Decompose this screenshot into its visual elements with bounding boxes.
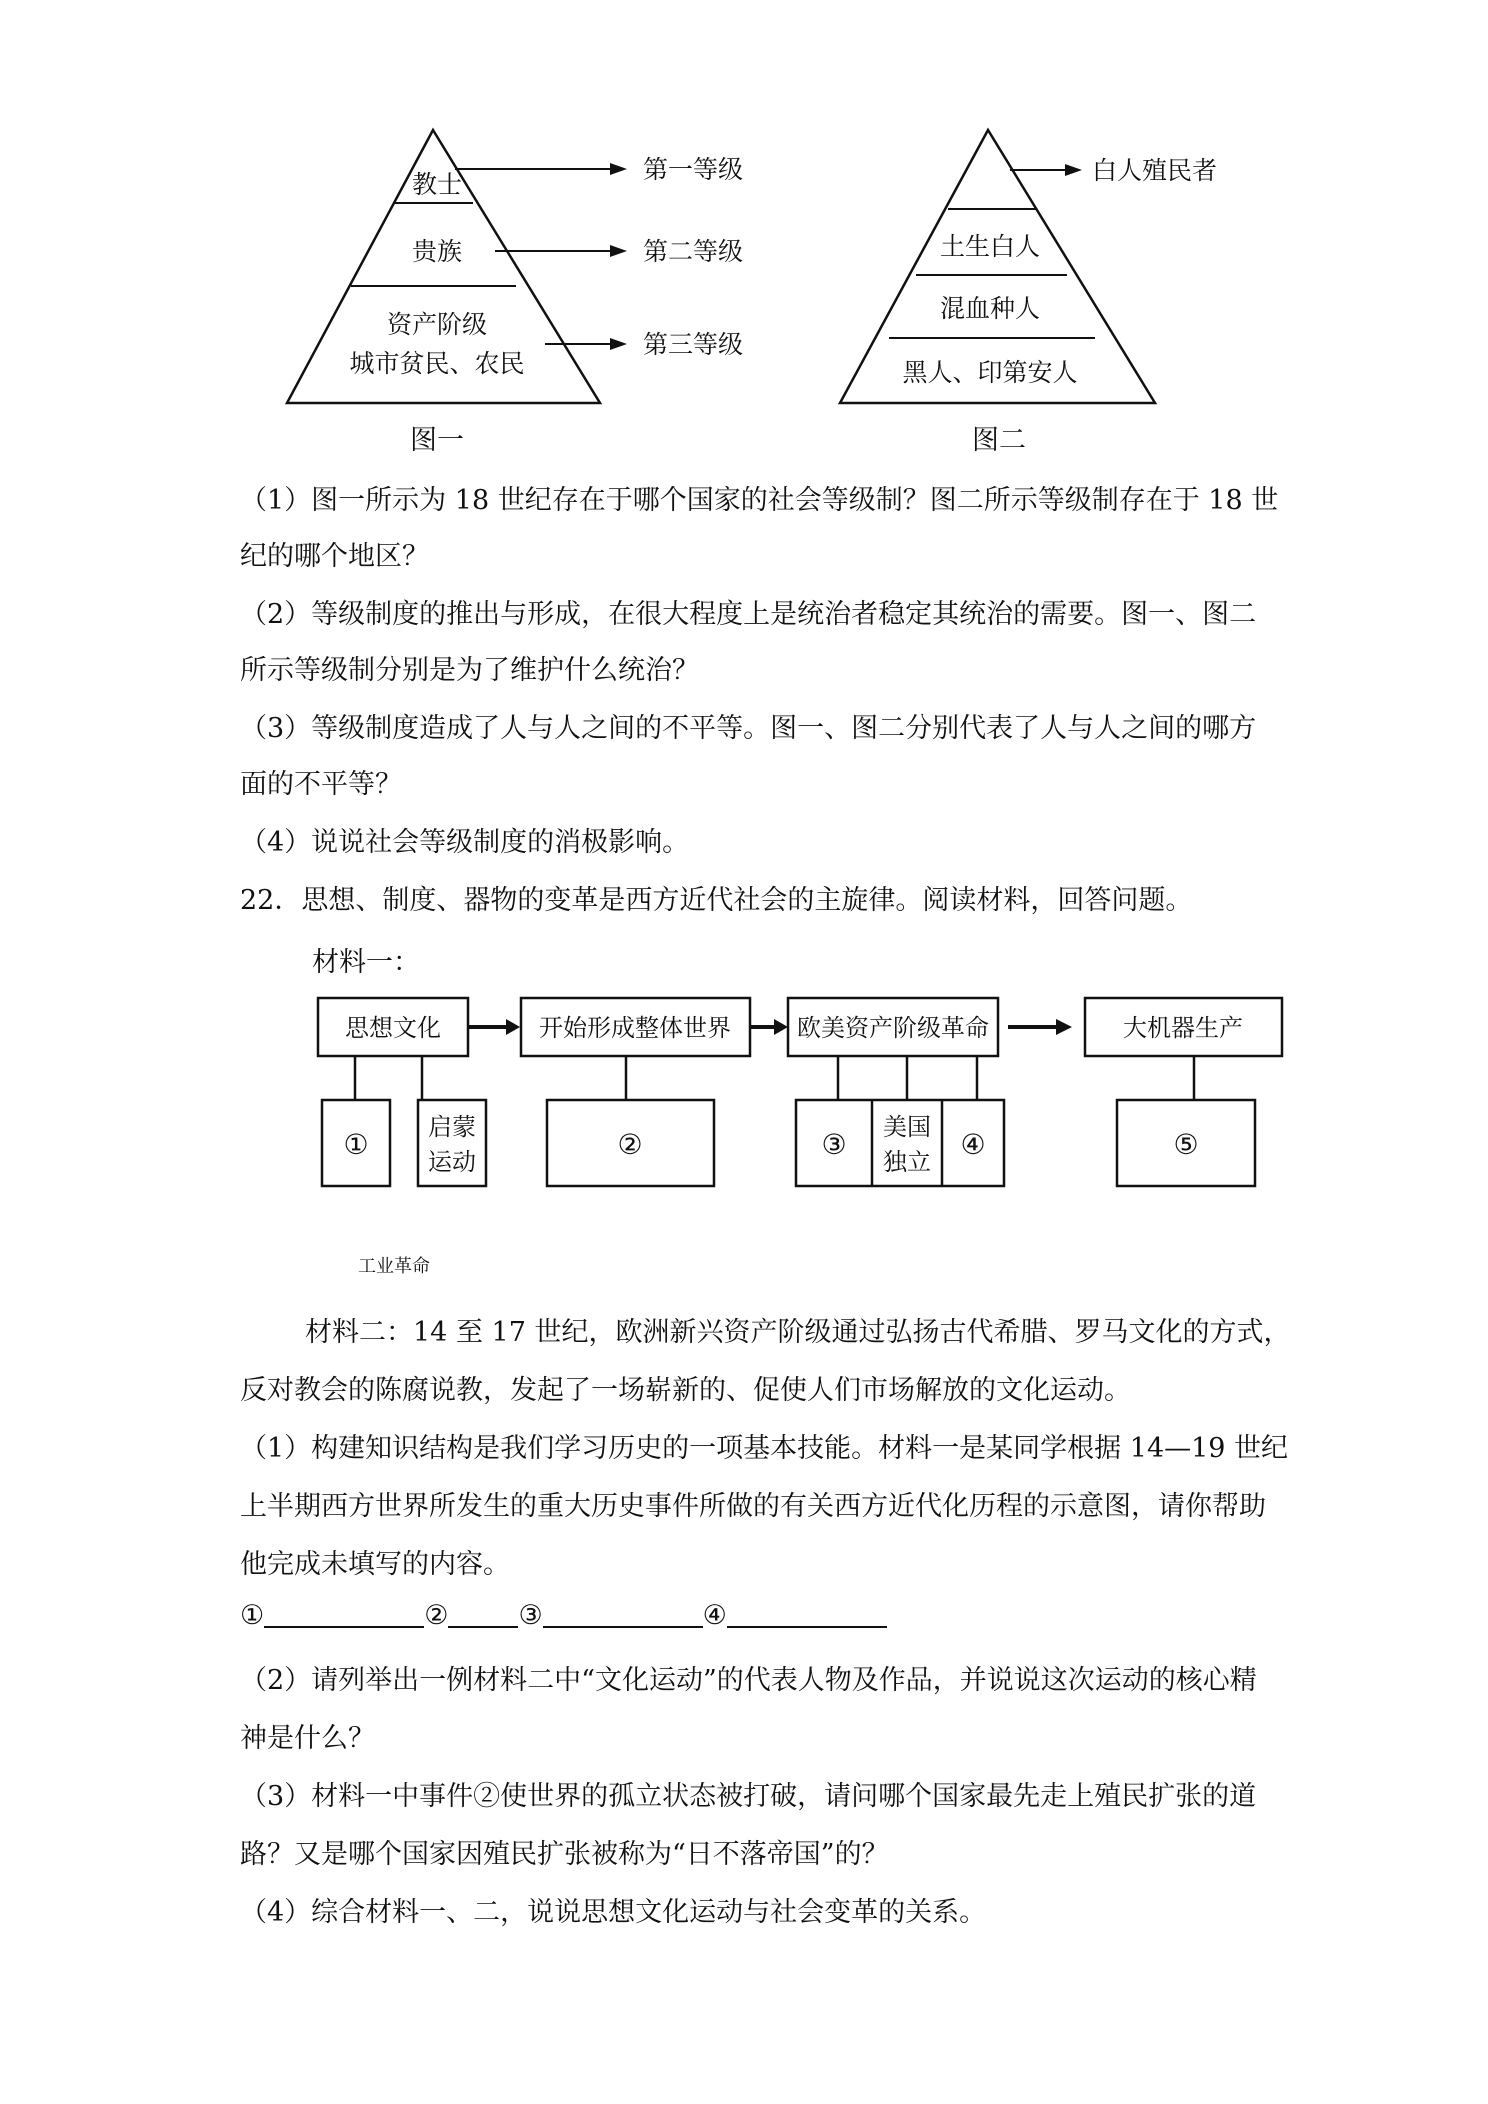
fig2-top-label: 白人殖民者 (1092, 156, 1218, 185)
flow-sub-2: ② (617, 1128, 643, 1161)
q21-p2-line1: （2）等级制度的推出与形成，在很大程度上是统治者稳定其统治的需要。图一、图二 (240, 599, 1257, 630)
answer-blanks-row (240, 1600, 887, 1631)
fig1-level-nobility: 贵族 (411, 237, 463, 266)
fig1-level-clergy: 教士 (411, 170, 463, 199)
fig1-level-peasants: 城市贫民、农民 (349, 349, 525, 378)
q21-p1-line2: 纪的哪个地区？ (240, 541, 429, 572)
q22-material1-label: 材料一： (312, 947, 420, 978)
fig2-level-mixed: 混血种人 (939, 294, 1041, 323)
flow-sub-us-2: 独立 (883, 1148, 931, 1176)
flow-box-machine: 大机器生产 (1123, 1014, 1243, 1042)
q22-p3-line1: （3）材料一中事件②使世界的孤立状态被打破，请问哪个国家最先走上殖民扩张的道 (240, 1781, 1257, 1812)
flow-sub-1: ① (343, 1128, 369, 1161)
fig2-level-black-indian: 黑人、印第安人 (902, 358, 1078, 387)
q22-p4: （4）综合材料一、二，说说思想文化运动与社会变革的关系。 (240, 1897, 987, 1928)
q21-p4: （4）说说社会等级制度的消极影响。 (240, 827, 690, 858)
q22-p3-line2: 路？又是哪个国家因殖民扩张被称为“日不落帝国”的？ (240, 1839, 889, 1870)
q22-intro: 22．思想、制度、器物的变革是西方近代社会的主旋律。阅读材料，回答问题。 (240, 885, 1193, 916)
flow-sub-enlightenment-1: 启蒙 (428, 1113, 476, 1141)
blank-2[interactable] (448, 1600, 518, 1628)
fig2-level-creole: 土生白人 (939, 232, 1041, 261)
blank-label-1: ① (240, 1600, 265, 1631)
flow-sub-5: ⑤ (1173, 1128, 1199, 1161)
fig1-rank-3: 第三等级 (643, 330, 744, 359)
q22-p2-line1: （2）请列举出一例材料二中“文化运动”的代表人物及作品，并说说这次运动的核心精 (240, 1665, 1257, 1696)
blank-label-4: ④ (702, 1600, 727, 1631)
flow-note: 工业革命 (358, 1256, 430, 1277)
fig2-caption: 图二 (972, 425, 1026, 456)
fig1-rank-2: 第二等级 (643, 237, 744, 266)
q21-p1-line1: （1）图一所示为 18 世纪存在于哪个国家的社会等级制？图二所示等级制存在于 18 世 (240, 485, 1279, 516)
q21-p3-line2: 面的不平等？ (240, 769, 402, 800)
q22-p1-line3: 他完成未填写的内容。 (240, 1549, 510, 1580)
fig1-level-bourgeoisie: 资产阶级 (386, 310, 488, 339)
q22-p1-line2: 上半期西方世界所发生的重大历史事件所做的有关西方近代化历程的示意图，请你帮助 (240, 1491, 1266, 1522)
pyramid-figure-2 (830, 120, 1260, 420)
material2-line1: 材料二：14 至 17 世纪，欧洲新兴资产阶级通过弘扬古代希腊、罗马文化的方式， (305, 1317, 1291, 1348)
blank-1[interactable] (264, 1600, 424, 1628)
q21-p2-line2: 所示等级制分别是为了维护什么统治？ (240, 655, 699, 686)
flow-box-world: 开始形成整体世界 (539, 1014, 731, 1042)
blank-label-2: ② (424, 1600, 449, 1631)
flow-sub-4: ④ (960, 1128, 986, 1161)
flow-sub-enlightenment-2: 运动 (428, 1148, 476, 1176)
flow-sub-us-1: 美国 (883, 1113, 931, 1141)
q21-p3-line1: （3）等级制度造成了人与人之间的不平等。图一、图二分别代表了人与人之间的哪方 (240, 713, 1257, 744)
material2-line2: 反对教会的陈腐说教，发起了一场崭新的、促使人们市场解放的文化运动。 (240, 1375, 1131, 1406)
pyramid-figure-1 (270, 120, 790, 420)
material1-flowchart (310, 990, 1300, 1195)
flow-box-thought: 思想文化 (345, 1014, 441, 1042)
blank-4[interactable] (727, 1600, 887, 1628)
fig1-caption: 图一 (410, 425, 464, 456)
fig1-rank-1: 第一等级 (643, 155, 744, 184)
q22-p1-line1: （1）构建知识结构是我们学习历史的一项基本技能。材料一是某同学根据 14—19 世纪 (240, 1433, 1289, 1464)
blank-3[interactable] (543, 1600, 703, 1628)
q22-p2-line2: 神是什么？ (240, 1723, 375, 1754)
blank-label-3: ③ (518, 1600, 543, 1631)
flow-box-revolution: 欧美资产阶级革命 (797, 1014, 989, 1042)
flow-sub-3: ③ (821, 1128, 847, 1161)
